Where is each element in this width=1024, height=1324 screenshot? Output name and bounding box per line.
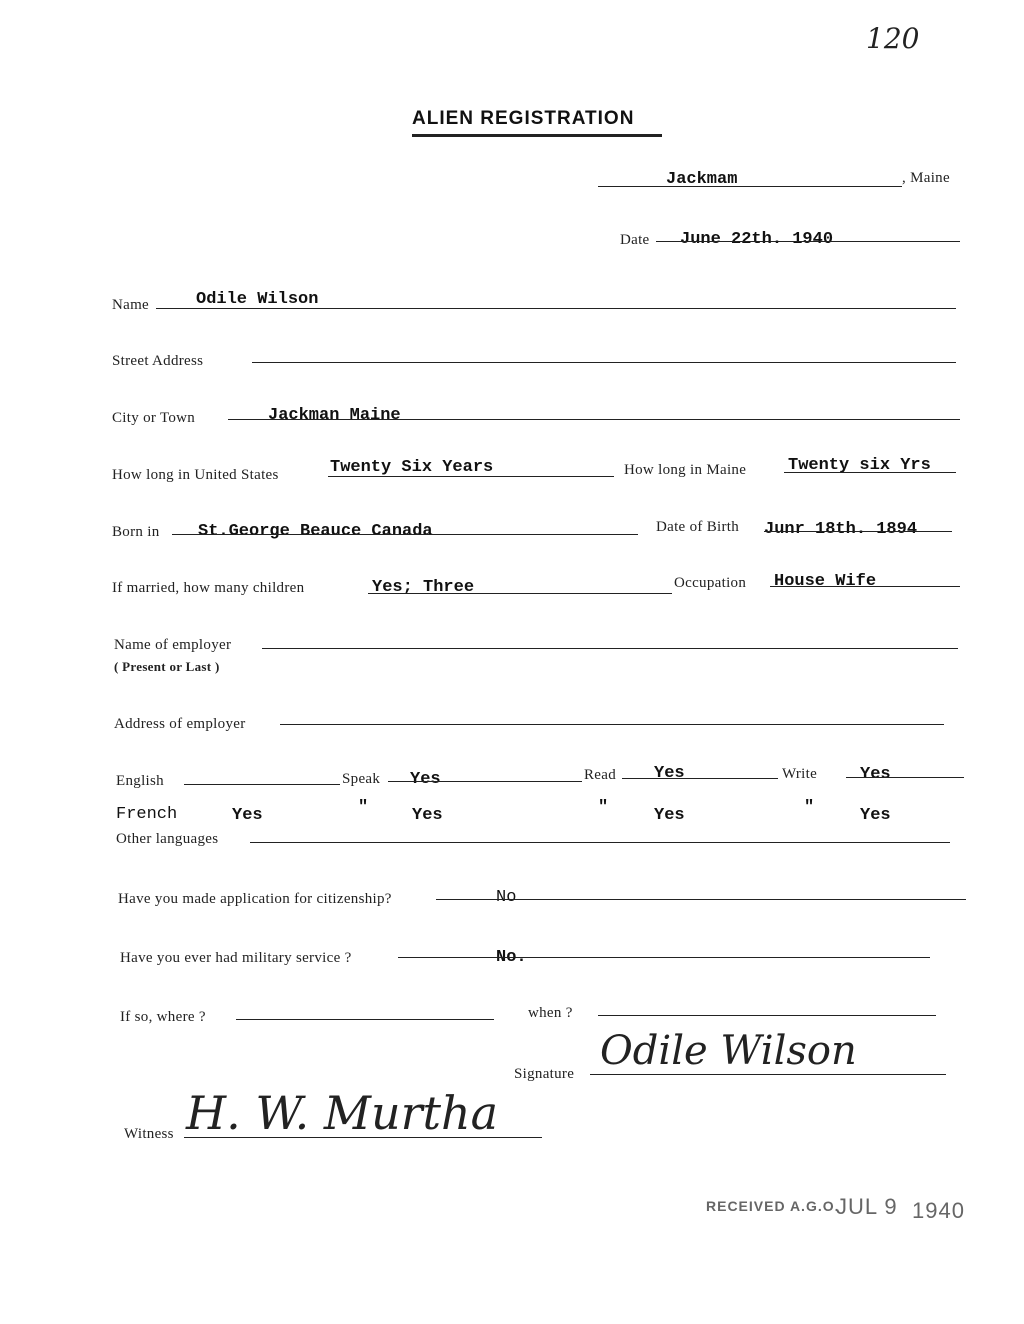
witness-line xyxy=(184,1137,542,1138)
french-write-value: Yes xyxy=(860,806,891,825)
citizenship-line xyxy=(436,899,966,900)
occupation-label: Occupation xyxy=(674,575,747,591)
signature-label: Signature xyxy=(514,1066,575,1082)
other-languages-line xyxy=(250,842,950,843)
if-so-where-line xyxy=(236,1019,494,1020)
married-line xyxy=(368,593,672,594)
how-long-us-label: How long in United States xyxy=(112,467,279,483)
date-label: Date xyxy=(620,232,650,248)
street-line xyxy=(252,362,956,363)
born-in-line xyxy=(172,534,638,535)
name-line xyxy=(156,308,956,309)
how-long-maine-value: Twenty six Yrs xyxy=(788,456,931,475)
french-write-ditto: " xyxy=(804,798,815,817)
french-label: French xyxy=(116,805,178,824)
employer-label: Name of employer xyxy=(114,637,232,653)
form-title: ALIEN REGISTRATION xyxy=(412,108,635,129)
citizenship-label: Have you made application for citizenship? xyxy=(118,891,392,907)
employer-address-label: Address of employer xyxy=(114,716,246,732)
employer-sublabel: ( Present or Last ) xyxy=(114,659,220,674)
street-label: Street Address xyxy=(112,353,204,369)
french-read-value: Yes xyxy=(654,806,685,825)
french-read-ditto: " xyxy=(598,798,609,817)
french-speak-ditto: " xyxy=(358,798,369,817)
dob-value: Junr 18th. 1894 xyxy=(764,520,918,539)
witness-signature: H. W. Murtha xyxy=(186,1086,499,1140)
dob-label: Date of Birth xyxy=(656,519,740,535)
how-long-us-line xyxy=(328,476,614,477)
name-label: Name xyxy=(112,297,150,313)
date-line xyxy=(656,241,960,242)
married-label: If married, how many children xyxy=(112,580,305,596)
citizenship-value: No xyxy=(496,888,517,907)
speak-label: Speak xyxy=(342,771,381,787)
english-write-line xyxy=(846,777,964,778)
witness-label: Witness xyxy=(124,1126,174,1142)
married-value: Yes; Three xyxy=(372,578,475,597)
french-speak-value: Yes xyxy=(412,806,443,825)
employer-line xyxy=(262,648,958,649)
english-speak-value: Yes xyxy=(410,770,441,789)
english-write-value: Yes xyxy=(860,765,891,784)
occupation-value: House Wife xyxy=(774,572,877,591)
signature-value: Odile Wilson xyxy=(600,1028,857,1074)
if-so-where-label: If so, where ? xyxy=(120,1009,206,1025)
born-in-label: Born in xyxy=(112,524,160,540)
born-in-value: St.George Beauce Canada xyxy=(198,522,433,541)
french-value: Yes xyxy=(232,806,263,825)
date-value: June 22th. 1940 xyxy=(680,230,834,249)
occupation-line xyxy=(770,586,960,587)
read-label: Read xyxy=(584,767,617,783)
english-read-line xyxy=(622,778,778,779)
title-underline xyxy=(412,134,662,137)
how-long-maine-label: How long in Maine xyxy=(624,462,747,478)
military-label: Have you ever had military service ? xyxy=(120,950,352,966)
how-long-us-value: Twenty Six Years xyxy=(330,458,494,477)
signature-line xyxy=(590,1074,946,1075)
page-number: 120 xyxy=(866,22,920,55)
write-label: Write xyxy=(782,766,818,782)
dob-line xyxy=(764,531,952,532)
when-label: when ? xyxy=(528,1005,573,1021)
city-line xyxy=(228,419,960,420)
received-stamp-year: 1940 xyxy=(912,1198,965,1223)
english-label: English xyxy=(116,773,164,789)
military-value: No. xyxy=(496,948,527,967)
town-value: Jackmam xyxy=(666,170,738,189)
city-value: Jackman Maine xyxy=(268,406,401,425)
military-line xyxy=(398,957,930,958)
when-line xyxy=(598,1015,936,1016)
how-long-maine-line xyxy=(784,472,956,473)
english-speak-line xyxy=(388,781,582,782)
english-read-value: Yes xyxy=(654,764,685,783)
received-stamp-text: RECEIVED A.G.O. xyxy=(706,1198,840,1214)
other-languages-label: Other languages xyxy=(116,831,219,847)
received-stamp-date: JUL 9 xyxy=(836,1194,898,1219)
city-label: City or Town xyxy=(112,410,196,426)
state-label: , Maine xyxy=(902,170,950,186)
town-line xyxy=(598,186,902,187)
english-line xyxy=(184,784,340,785)
employer-address-line xyxy=(280,724,944,725)
name-value: Odile Wilson xyxy=(196,290,319,309)
